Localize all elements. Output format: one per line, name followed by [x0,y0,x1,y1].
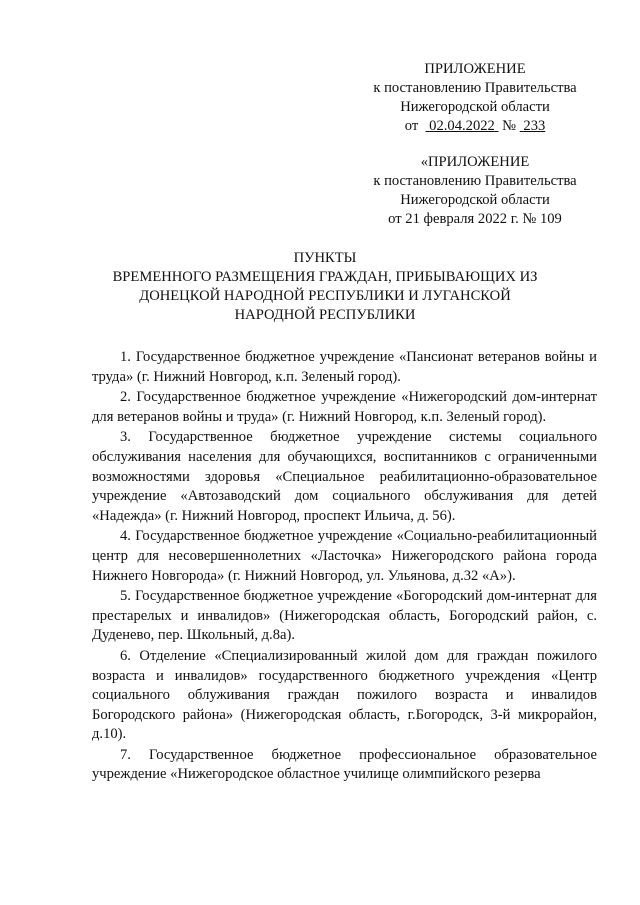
appendix-header [355,60,595,136]
original-appendix-header [355,153,595,229]
title-line-1: ПУНКТЫ [293,250,357,266]
date-prefix: от [404,118,419,134]
list-item-6: 6. Отделение «Специализированный жилой дом для граждан пожилого возраста и инвалидов» государственного бюджетного учреждения «Центр социального облуживания граждан пожилого возраста и инвалидов Богородского района» (Нижегородская область, г.Богородск, 3-й микрорайон, д.10). [92,647,597,743]
number-sign: № [502,118,517,134]
original-appendix-label: «ПРИЛОЖЕНИЕ [420,154,530,170]
original-appendix-line-4: от 21 февраля 2022 г. № 109 [388,211,562,227]
document-title [60,249,590,325]
title-line-3: ДОНЕЦКОЙ НАРОДНОЙ РЕСПУБЛИКИ И ЛУГАНСКОЙ [139,288,511,304]
list-item-5: 5. Государственное бюджетное учреждение «Богородский дом-интернат для престарелых и инвалидов» (Нижегородская область, Богородский район, с. Дуденево, пер. Школьный, д.8а). [92,588,597,644]
appendix-label: ПРИЛОЖЕНИЕ [424,61,526,77]
items-list [92,348,597,786]
list-item-1: 1. Государственное бюджетное учреждение «Пансионат ветеранов войны и труда» (г. Нижний Новгород, к.п. Зеленый город). [92,349,597,385]
list-item-2: 2. Государственное бюджетное учреждение «Нижегородский дом-интернат для ветеранов войны и труда» (г. Нижний Новгород, к.п. Зеленый город). [92,389,597,425]
decree-number: 233 [523,118,546,134]
list-item-7: 7. Государственное бюджетное профессиональное образовательное учреждение «Нижегородское областное училище олимпийского резерва [92,746,597,783]
title-line-4: НАРОДНОЙ РЕСПУБЛИКИ [234,307,416,323]
appendix-line-3: Нижегородской области [400,99,550,115]
title-line-2: ВРЕМЕННОГО РАЗМЕЩЕНИЯ ГРАЖДАН, ПРИБЫВАЮЩИХ ИЗ [112,269,538,285]
original-appendix-line-2: к постановлению Правительства [373,173,577,189]
appendix-date-line [355,117,595,136]
decree-date: 02.04.2022 [429,118,495,134]
list-item-4: 4. Государственное бюджетное учреждение «Социально-реабилитационный центр для несовершеннолетних «Ласточка» Нижегородского района города Нижнего Новгорода» (г. Нижний Новгород, ул. Ульянова, д.32 «А»). [92,528,597,584]
list-item-3: 3. Государственное бюджетное учреждение системы социального обслуживания населения для обучающихся, воспитанников с ограниченными возможностями здоровья «Специальное реабилитационно-образовательное учреждение «Автозаводский дом социального обслуживания для детей «Надежда» (г. Нижний Новгород, проспект Ильича, д. 56). [92,429,597,524]
appendix-line-2: к постановлению Правительства [373,80,577,96]
original-appendix-line-3: Нижегородской области [400,192,550,208]
